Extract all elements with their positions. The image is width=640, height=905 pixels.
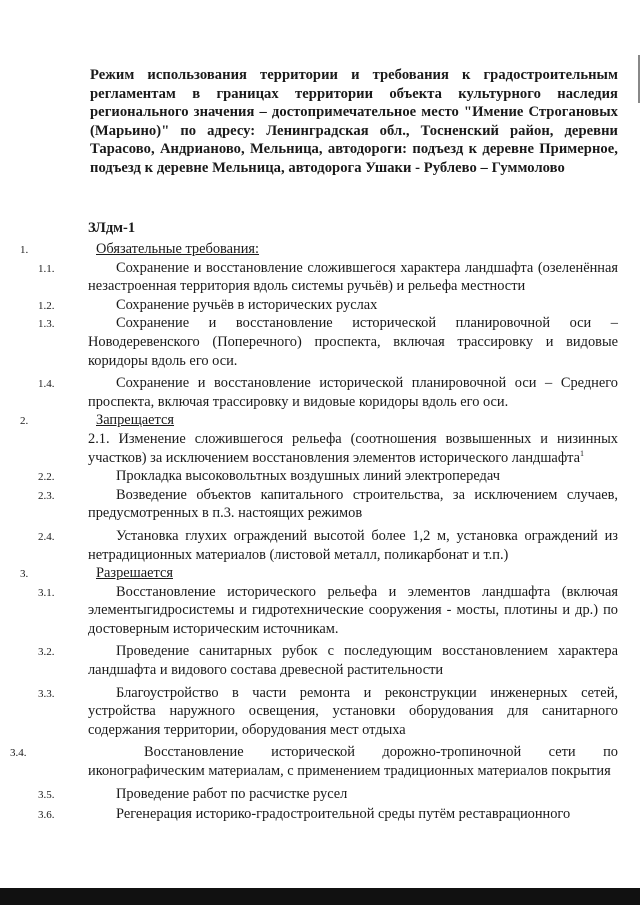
list-item: [38, 374, 618, 411]
list-item: [38, 785, 618, 804]
section-heading-3: [20, 564, 626, 583]
list-item: [88, 430, 618, 467]
list-item: [38, 642, 618, 679]
section-heading-2: [20, 411, 626, 430]
item-text: Прокладка высоковольтных воздушных линий электропередач: [116, 468, 500, 485]
item-number: 3.6.: [38, 809, 55, 822]
list-item: [38, 296, 618, 315]
section-heading-label: Разрешается: [96, 565, 173, 582]
list-item: [38, 684, 618, 740]
item-number: 1.2.: [38, 299, 55, 312]
item-number: 2.3.: [38, 489, 55, 502]
list-item: [38, 527, 618, 564]
item-number: 1.4.: [38, 378, 55, 391]
item-number: 3.1.: [38, 586, 55, 599]
section-number: 2.: [20, 415, 29, 428]
list-item: [38, 314, 618, 370]
item-text: Сохранение и восстановление сложившегося характера ландшафта (озеленённая незастроенная территория вдоль системы ручьёв) и рельефа местности: [88, 259, 618, 295]
item-text: Восстановление исторической дорожно-тропиночной сети по иконографическим материалам, с применением традиционных материалов покрытия: [88, 744, 618, 780]
item-text: 2.1. Изменение сложившегося рельефа (соотношения возвышенных и низинных участков) за исключением восстановления элементов исторического ландшафта: [88, 430, 618, 466]
item-number: 2.4.: [38, 530, 55, 543]
zone-code: ЗЛдм-1: [88, 220, 136, 236]
item-number: 2.2.: [38, 471, 55, 484]
item-number: 3.3.: [38, 687, 55, 700]
item-text: Сохранение и восстановление исторической планировочной оси – Новодеревенского (Поперечного) проспекта, включая трассировку и видовые коридоры вдоль его оси.: [88, 315, 618, 369]
item-number: 3.2.: [38, 646, 55, 659]
item-text: Сохранение ручьёв в исторических руслах: [116, 296, 378, 313]
list-item: [38, 467, 618, 486]
list-item: [38, 259, 618, 296]
list-item: [10, 743, 618, 780]
list-item: [38, 486, 618, 523]
item-text: Возведение объектов капитального строительства, за исключением случаев, предусмотренных в п.3. настоящих режимов: [88, 486, 618, 522]
item-text: Проведение работ по расчистке русел: [116, 785, 348, 802]
item-text: Благоустройство в части ремонта и реконструкции инженерных сетей, устройства наружного освещения, установки оборудования для санитарного содержания территории, оборудования мест отдыха: [88, 684, 618, 738]
document-body: [0, 240, 640, 824]
section-number: 3.: [20, 568, 29, 581]
item-text: Проведение санитарных рубок с последующим восстановлением характера ландшафта и видового состава древесной растительности: [88, 643, 618, 679]
item-number: 3.5.: [38, 788, 55, 801]
item-text: Регенерация историко-градостроительной среды путём реставрационного: [116, 806, 571, 823]
section-number: 1.: [20, 244, 29, 256]
section-heading-label: Обязательные требования:: [96, 241, 260, 257]
item-number: 3.4.: [10, 747, 27, 760]
item-number: 1.1.: [38, 262, 55, 275]
section-heading-1: [20, 240, 626, 259]
item-text: Сохранение и восстановление исторической планировочной оси – Среднего проспекта, включая трассировку и видовые коридоры вдоль его оси.: [88, 375, 618, 410]
item-number: 1.3.: [38, 318, 55, 331]
list-item: [38, 805, 618, 824]
scan-bottom-border: [0, 888, 640, 905]
item-text: Восстановление исторического рельефа и элементов ландшафта (включая элементыгидросистемы и гидротехнические сооружения - мосты, плотины и др.) по достоверным историческим источникам.: [88, 583, 618, 637]
list-item: [38, 583, 618, 639]
section-heading-label: Запрещается: [96, 412, 175, 429]
document-title: Режим использования территории и требования к градостроительным регламентам в границах территории объекта культурного наследия регионального значения – достопримечательное место "Имение Строгановых (Марьино)" по адресу: Ленинградская обл., Тосненский район, деревни Тарасово, Андрианово, Мельница, автодороги: подъезд к деревне Примерное, подъезд к деревне Мельница, автодорога Ушаки - Рублево – Гуммолово: [90, 67, 618, 176]
footnote-marker: 1: [580, 448, 584, 458]
item-text: Установка глухих ограждений высотой более 1,2 м, установка ограждений из нетрадиционных материалов (листовой металл, поликарбонат и т.п.): [88, 527, 618, 563]
